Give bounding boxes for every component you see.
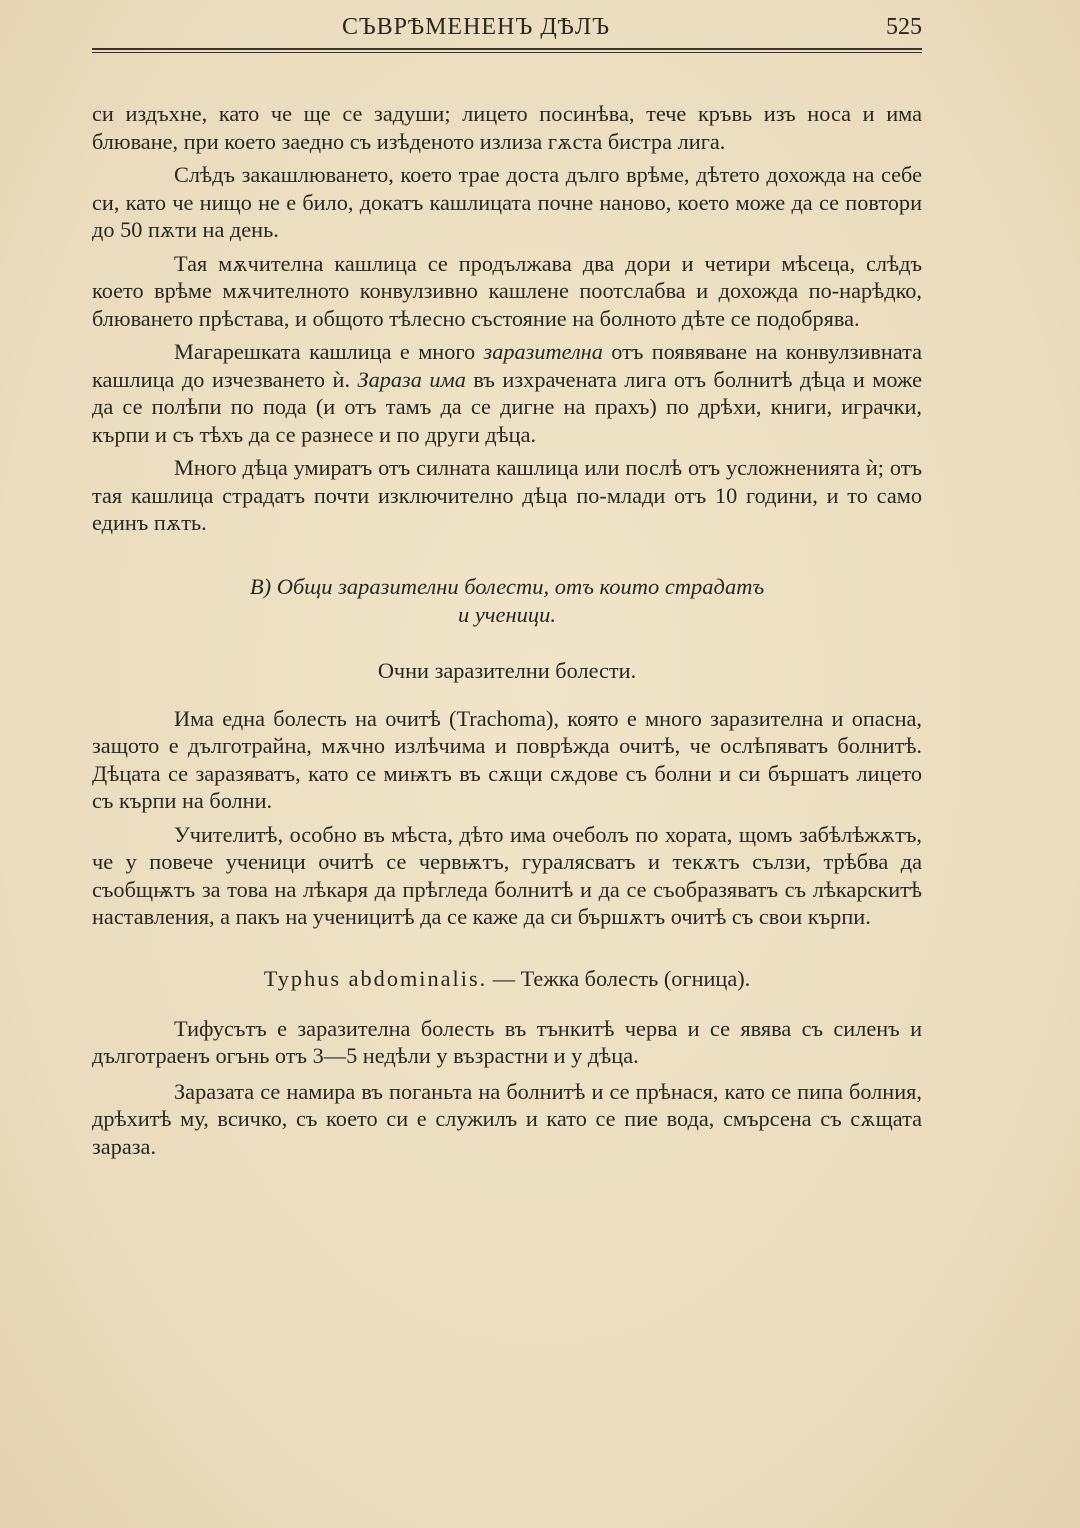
paragraph-contagion [92, 338, 922, 448]
text-run: въ изхрачената лига отъ болнитѣ дѣца и може да се полѣпи по пода (и отъ тамъ да се дигне на прахъ) по дрѣхи, книги, играчки, кърпи и съ тѣхъ да се разнесе и по други дѣца. [92, 366, 922, 447]
header-rule [92, 48, 922, 53]
page-header [92, 0, 922, 48]
paragraph-duration: Тая мѫчителна кашлица се продължава два дори и четири мѣсеца, слѣдъ което врѣме мѫчителното конвулзивно кашлене поотслабва и дохожда по-нарѣдко, блюването прѣстава, и общото тѣлесно състояние на болното дѣте се подобрява. [92, 250, 922, 331]
section-title [92, 573, 922, 629]
text-run: Магарешката кашлица е много [174, 339, 484, 364]
paragraph-mortality: Много дѣца умиратъ отъ силната кашлица или послѣ отъ усложненията ѝ; отъ тая кашлица страдатъ почти изключително дѣца по-млади отъ 10 години, и то само единъ пѫть. [92, 455, 922, 535]
paragraph-typhus-contagion: Заразата се намира въ поганьта на болнитѣ и се прѣнася, като се пипа болния, дрѣхитѣ му, всичко, съ което си е служилъ и като се пие вода, смърсена съ сѫщата зараза. [92, 1078, 922, 1159]
paragraph-teachers: Учителитѣ, особно въ мѣста, дѣто има очеболъ по хората, щомъ забѣлѣжѫтъ, че у повече ученици очитѣ се червѭтъ, гуралясватъ и текѫтъ сълзи, трѣбва да съобщѭтъ за това на лѣкаря да прѣгледа болнитѣ и да се съобразяватъ съ лѣкарскитѣ наставления, а пакъ на ученицитѣ да се каже да си бършѫтъ очитѣ съ свои кърпи. [92, 821, 922, 929]
paragraph-typhus: Тифусътъ е заразителна болесть въ тънкитѣ черва и се явява съ силенъ и дълготраенъ огънь отъ 3—5 недѣли у възрастни и у дѣца. [92, 1015, 922, 1068]
paragraph-continued: си издъхне, като че ще се задуши; лицето посинѣва, тече кръвь изъ носа и има блюване, при което заедно съ изѣденото излиза гѫста бистра лига. [92, 101, 922, 154]
page-number: 525 [886, 14, 922, 40]
typhus-heading-rest: — Тежка болесть (огница). [487, 965, 751, 991]
running-head: СЪВРѢМЕНЕНЪ ДѢЛЪ [342, 14, 611, 40]
paragraph-after-coughing: Слѣдъ закашлюването, което трае доста дълго врѣме, дѣтето дохожда на себе си, като че нищо не е било, докатъ кашлицата почне наново, което може да се повтори до 50 пѫти на день. [92, 162, 922, 242]
italic-term-infection: Зараза има [357, 366, 466, 392]
typhus-heading [92, 965, 922, 993]
italic-term-contagious: заразителна [483, 339, 603, 364]
page-body [92, 100, 922, 1160]
typhus-heading-latin: Typhus abdominalis. [263, 965, 488, 991]
text-run: отъ появяване на конвулзивната кашлица до изчезването ѝ. [92, 339, 923, 392]
paragraph-trachoma: Има една болесть на очитѣ (Trachoma), която е много заразителна и опасна, защото е дълготрайна, мѫчно излѣчима и поврѣжда очитѣ, че ослѣпяватъ болнитѣ. Дѣцата се заразяватъ, като се миѭтъ въ сѫщи сѫдове съ болни и си бършатъ лицето съ кърпи на болни. [92, 705, 922, 813]
subsection-title: Очни заразителни болести. [377, 657, 637, 683]
section-title-line: В) Общи заразителни болести, отъ които страдатъ [249, 573, 765, 599]
section-title-line: и ученици. [457, 601, 557, 627]
